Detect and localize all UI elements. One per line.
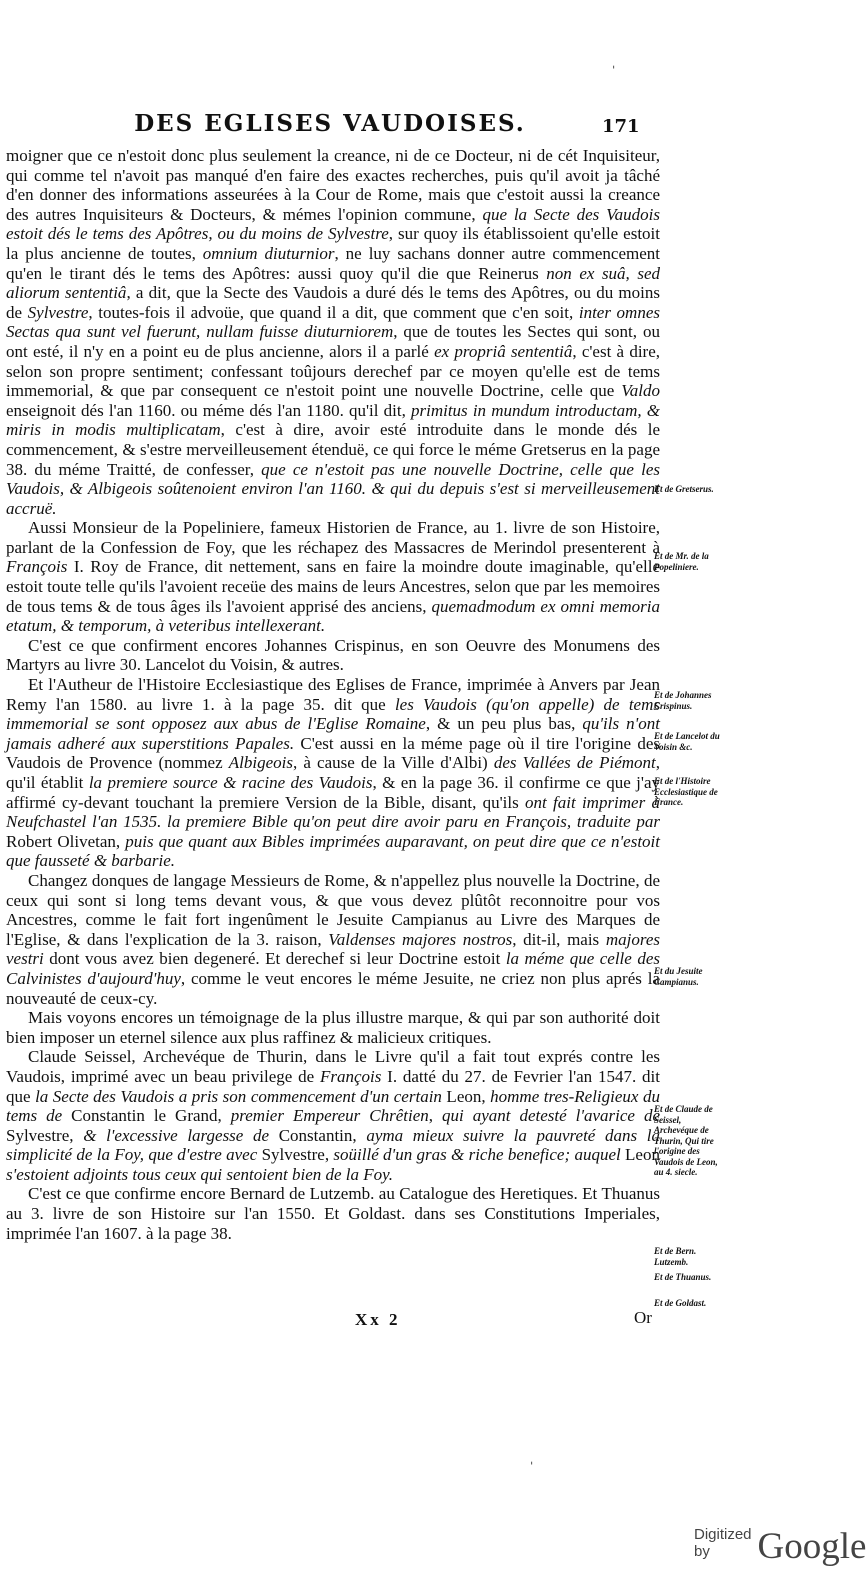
margin-note: Et du Jesuite Campianus. [654,966,703,987]
margin-note: Et de Claude de Seissel, Archevéque de Thurin, Qui tire l'origine des Vaudois de Leon, au 4. siecle. [654,1104,718,1177]
margin-note: Et de Mr. de la Popeliniere. [654,551,709,572]
paragraph: moigner que ce n'estoit donc plus seulement la creance, ni de ce Docteur, ni de cét Inquisiteur, qui comme tel n'avoit pas manqué d'en faire des exactes recherches, puis qu'il avoit ja tâché d'en donner des informations asseurées à la Cour de Rome, mais que c'estoit aussi la creance des autres Inquisiteurs & Docteurs, & mémes l'opinion commune, que la Secte des Vaudois estoit dés le tems des Apôtres, ou du moins de Sylvestre, sur quoy ils établissoient qu'elle estoit la plus ancienne de toutes, omnium diuturnior, ne luy sachans donner autre commencement qu'en le tirant dés le tems des Apôtres: aussi quoy qu'il die que Reinerus non ex suâ, sed aliorum sententiâ, a dit, que la Secte des Vaudois a duré dés le tems des Apôtres, ou du moins de Sylvestre, toutes-fois il advoüe, que quand il a dit, que comment que c'en soit, inter omnes Sectas qua sunt vel fuerunt, nullam fuisse diuturniorem, que de toutes les Sectes qui sont, ou ont esté, il n'y en a point eu de plus ancienne, alors il a parlé ex propriâ sententiâ, c'est à dire, selon son propre sentiment; confessant toûjours derechef par ce moyen qu'elle est de tems immemorial, & que par consequent ce n'estoit point une nouvelle Doctrine, celle que Valdo enseignoit dés l'an 1160. ou méme dés l'an 1180. qu'il dit, primitus in mundum introductam, & miris in modis multiplicatam, c'est à dire, avoir esté introduite dans le monde dés le commencement, & s'estre merveilleusement étenduë, ce qui force le méme Gretserus en la page 38. du méme Traitté, de confesser, que ce n'estoit pas une nouvelle Doctrine, celle que les Vaudois, & Albigeois soûtenoient environ l'an 1160. & qui du depuis s'est si merveilleusement accruë. [6,146,661,518]
paragraph: Et l'Autheur de l'Histoire Ecclesiastique des Eglises de France, imprimée à Anvers par Jean Remy l'an 1580. au livre 1. à la page 35. dit que les Vaudois (qu'on appelle) de tems immemorial se sont opposez aux abus de l'Eglise Romaine, & un peu plus bas, qu'ils n'ont jamais adheré aux superstitions Papales. C'est aussi en la méme page où il tire l'origine des Vaudois de Provence (nommez Albigeois, à cause de la Ville d'Albi) des Vallées de Piémont, qu'il établit la premiere source & racine des Vaudois, & en la page 36. il confirme ce que j'ay affirmé cy-devant touchant la premiere Version de la Bible, disant, qu'ils ont fait imprimer à Neufchastel l'an 1535. la premiere Bible qu'on peut dire avoir paru en François, traduite par Robert Olivetan, puis que quant aux Bibles imprimées auparavant, on peut dire que ce n'estoit que fausseté & barbarie. [6,675,661,871]
margin-note: Et de l'Histoire Ecclesiastique de France. [654,776,718,807]
paragraph: Changez donques de langage Messieurs de Rome, & n'appellez plus nouvelle la Doctrine, de ceux qui sont si long tems devant vous, & que vous devez plûtôt reconnoitre pour vos Ancestres, comme le fait fort ingenûment le Jesuite Campianus au Livre des Marques de l'Eglise, & dans l'explication de la 3. raison, Valdenses majores nostros, dit-il, mais majores vestri dont vous avez bien degeneré. Et derechef si leur Doctrine estoit la méme que celle des Calvinistes d'aujourd'huy, comme le veut encores le méme Jesuite, ne criez non plus aprés la nouveauté de ceux-cy. [6,870,660,1008]
margin-note: Et de Lancelot du Voisin &c. [654,731,720,752]
margin-note: Et de Johannes Crispinus. [654,690,712,711]
paragraph: Aussi Monsieur de la Popeliniere, fameux Historien de France, au 1. livre de son Histoire, parlant de la Confession de Foy, que les réchapez des Massacres de Merindol presenterent à François I. Roy de France, dit nettement, sans en faire la moindre doute imaginable, qu'elle estoit toute telle qu'ils l'avoient receüe des mains de leurs Ancestres, selon que par les memoires de tous tems & de tous âges ils l'avoient apprisé des anciens, quemadmodum ex omni memoria etatum, & temporum, à veteribus intellexerant. [6,518,661,636]
margin-note: Et de Goldast. [654,1298,707,1308]
margin-note: Et de Bern. Lutzemb. [654,1246,697,1267]
running-head: DES EGLISES VAUDOISES. [134,110,526,137]
signature-mark: Xx 2 [355,1310,401,1329]
margin-note: Et de Thuanus. [654,1272,712,1282]
digitized-label: Digitized by [694,1526,752,1560]
body-text [6,146,660,1243]
paragraph: C'est ce que confirment encores Johannes Crispinus, en son Oeuvre des Monumens des Martyrs au livre 30. Lancelot du Voisin, & autres. [6,635,660,675]
paragraph: Mais voyons encores un témoignage de la plus illustre marque, & qui par son authorité doit bien imposer un eternel silence aux plus raffinez & malicieux critiques. [6,1008,660,1047]
catchword: Or [634,1308,652,1327]
page-speck: ˈ [612,64,616,78]
margin-note: Et de Gretserus. [654,484,714,494]
paragraph: C'est ce que confirme encore Bernard de Lutzemb. au Catalogue des Heretiques. Et Thuanus au 3. livre de son Histoire sur l'an 1550. Et Goldast. dans ses Constitutions Imperiales, imprimée l'an 1607. à la page 38. [6,1184,660,1243]
page-speck: ˌ [530,1452,534,1466]
page-number: 171 [602,116,640,137]
digitized-by-footer [694,1526,866,1567]
google-logo: Google [757,1526,866,1567]
paragraph: Claude Seissel, Archevéque de Thurin, dans le Livre qu'il a fait tout exprés contre les Vaudois, imprimé avec un beau privilege de François I. datté du 27. de Fevrier l'an 1547. dit que la Secte des Vaudois a pris son commencement d'un certain Leon, homme tres-Religieux du tems de Constantin le Grand, premier Empereur Chrêtien, qui ayant detesté l'avarice de Sylvestre, & l'excessive largesse de Constantin, ayma mieux suivre la pauvreté dans la simplicité de la Foy, que d'estre avec Sylvestre, soüillé d'un gras & riche benefice; auquel Leon s'estoient adjoints tous ceux qui sentoient bien de la Foy. [6,1047,661,1184]
